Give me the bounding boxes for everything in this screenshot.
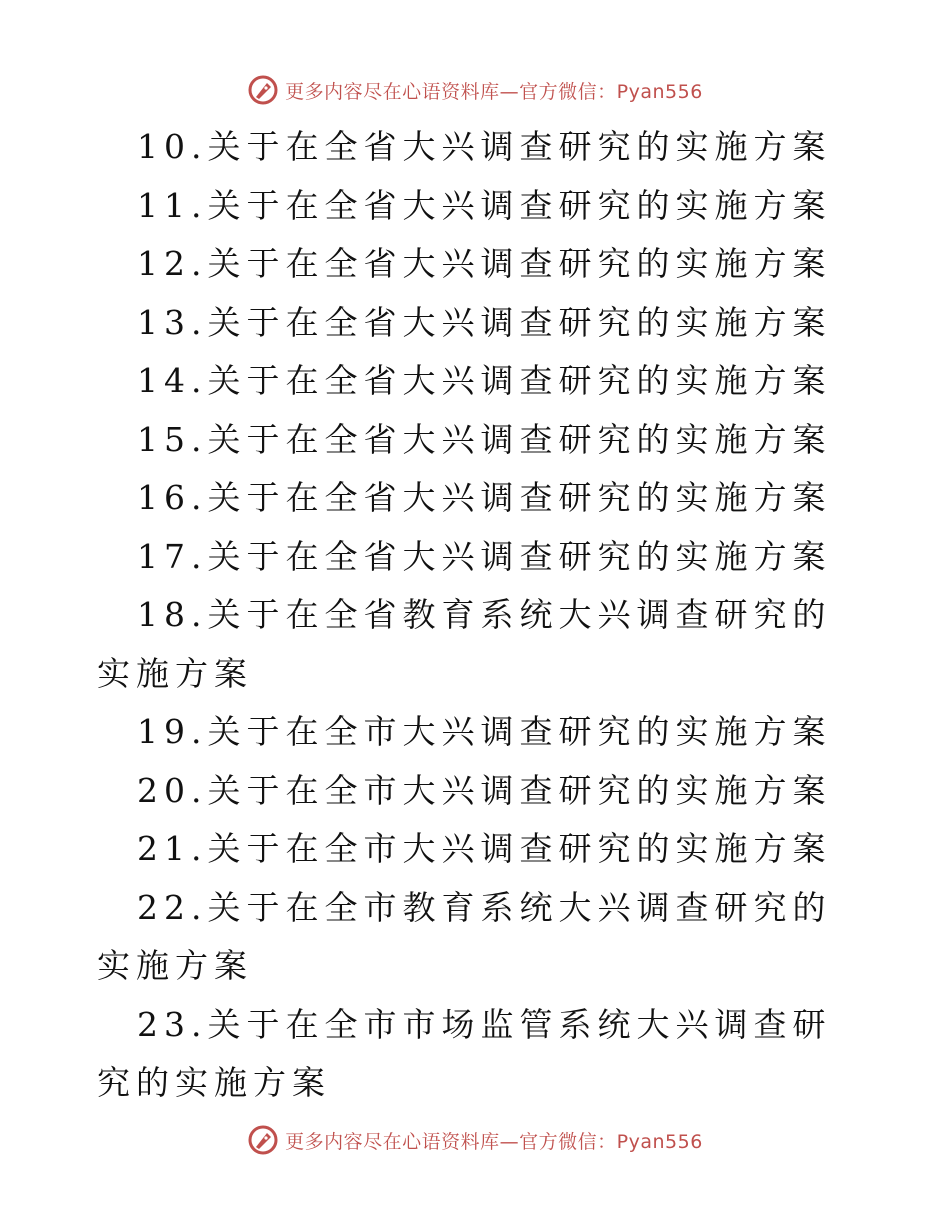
header-banner-text: 更多内容尽在心语资料库—官方微信：Pyan556 xyxy=(285,80,703,103)
list-item: 10.关于在全省大兴调查研究的实施方案 xyxy=(137,127,832,166)
footer-banner-text: 更多内容尽在心语资料库—官方微信：Pyan556 xyxy=(285,1130,703,1153)
list-item: 11.关于在全省大兴调查研究的实施方案 xyxy=(137,185,832,225)
list-item: 21.关于在全市大兴调查研究的实施方案 xyxy=(137,829,832,868)
list-item: 16.关于在全省大兴调查研究的实施方案 xyxy=(137,478,832,517)
list-item: 17.关于在全省大兴调查研究的实施方案 xyxy=(137,536,832,576)
document-body xyxy=(97,118,837,1113)
list-item: 20.关于在全市大兴调查研究的实施方案 xyxy=(137,770,832,810)
list-item: 14.关于在全省大兴调查研究的实施方案 xyxy=(137,361,832,400)
list-item: 15.关于在全省大兴调查研究的实施方案 xyxy=(137,419,832,459)
list-item: 12.关于在全省大兴调查研究的实施方案 xyxy=(137,244,832,283)
list-item: 19.关于在全市大兴调查研究的实施方案 xyxy=(137,712,832,751)
list-item: 18.关于在全省教育系统大兴调查研究的实施方案 xyxy=(97,595,832,693)
list-item: 23.关于在全市市场监管系统大兴调查研究的实施方案 xyxy=(97,1004,832,1102)
footer-banner xyxy=(0,1120,950,1160)
list-item: 22.关于在全市教育系统大兴调查研究的实施方案 xyxy=(97,887,832,985)
list-item: 13.关于在全省大兴调查研究的实施方案 xyxy=(137,302,832,342)
header-banner xyxy=(0,70,950,110)
pen-nib-circle-icon xyxy=(247,1124,279,1156)
pen-nib-circle-icon xyxy=(247,74,279,106)
